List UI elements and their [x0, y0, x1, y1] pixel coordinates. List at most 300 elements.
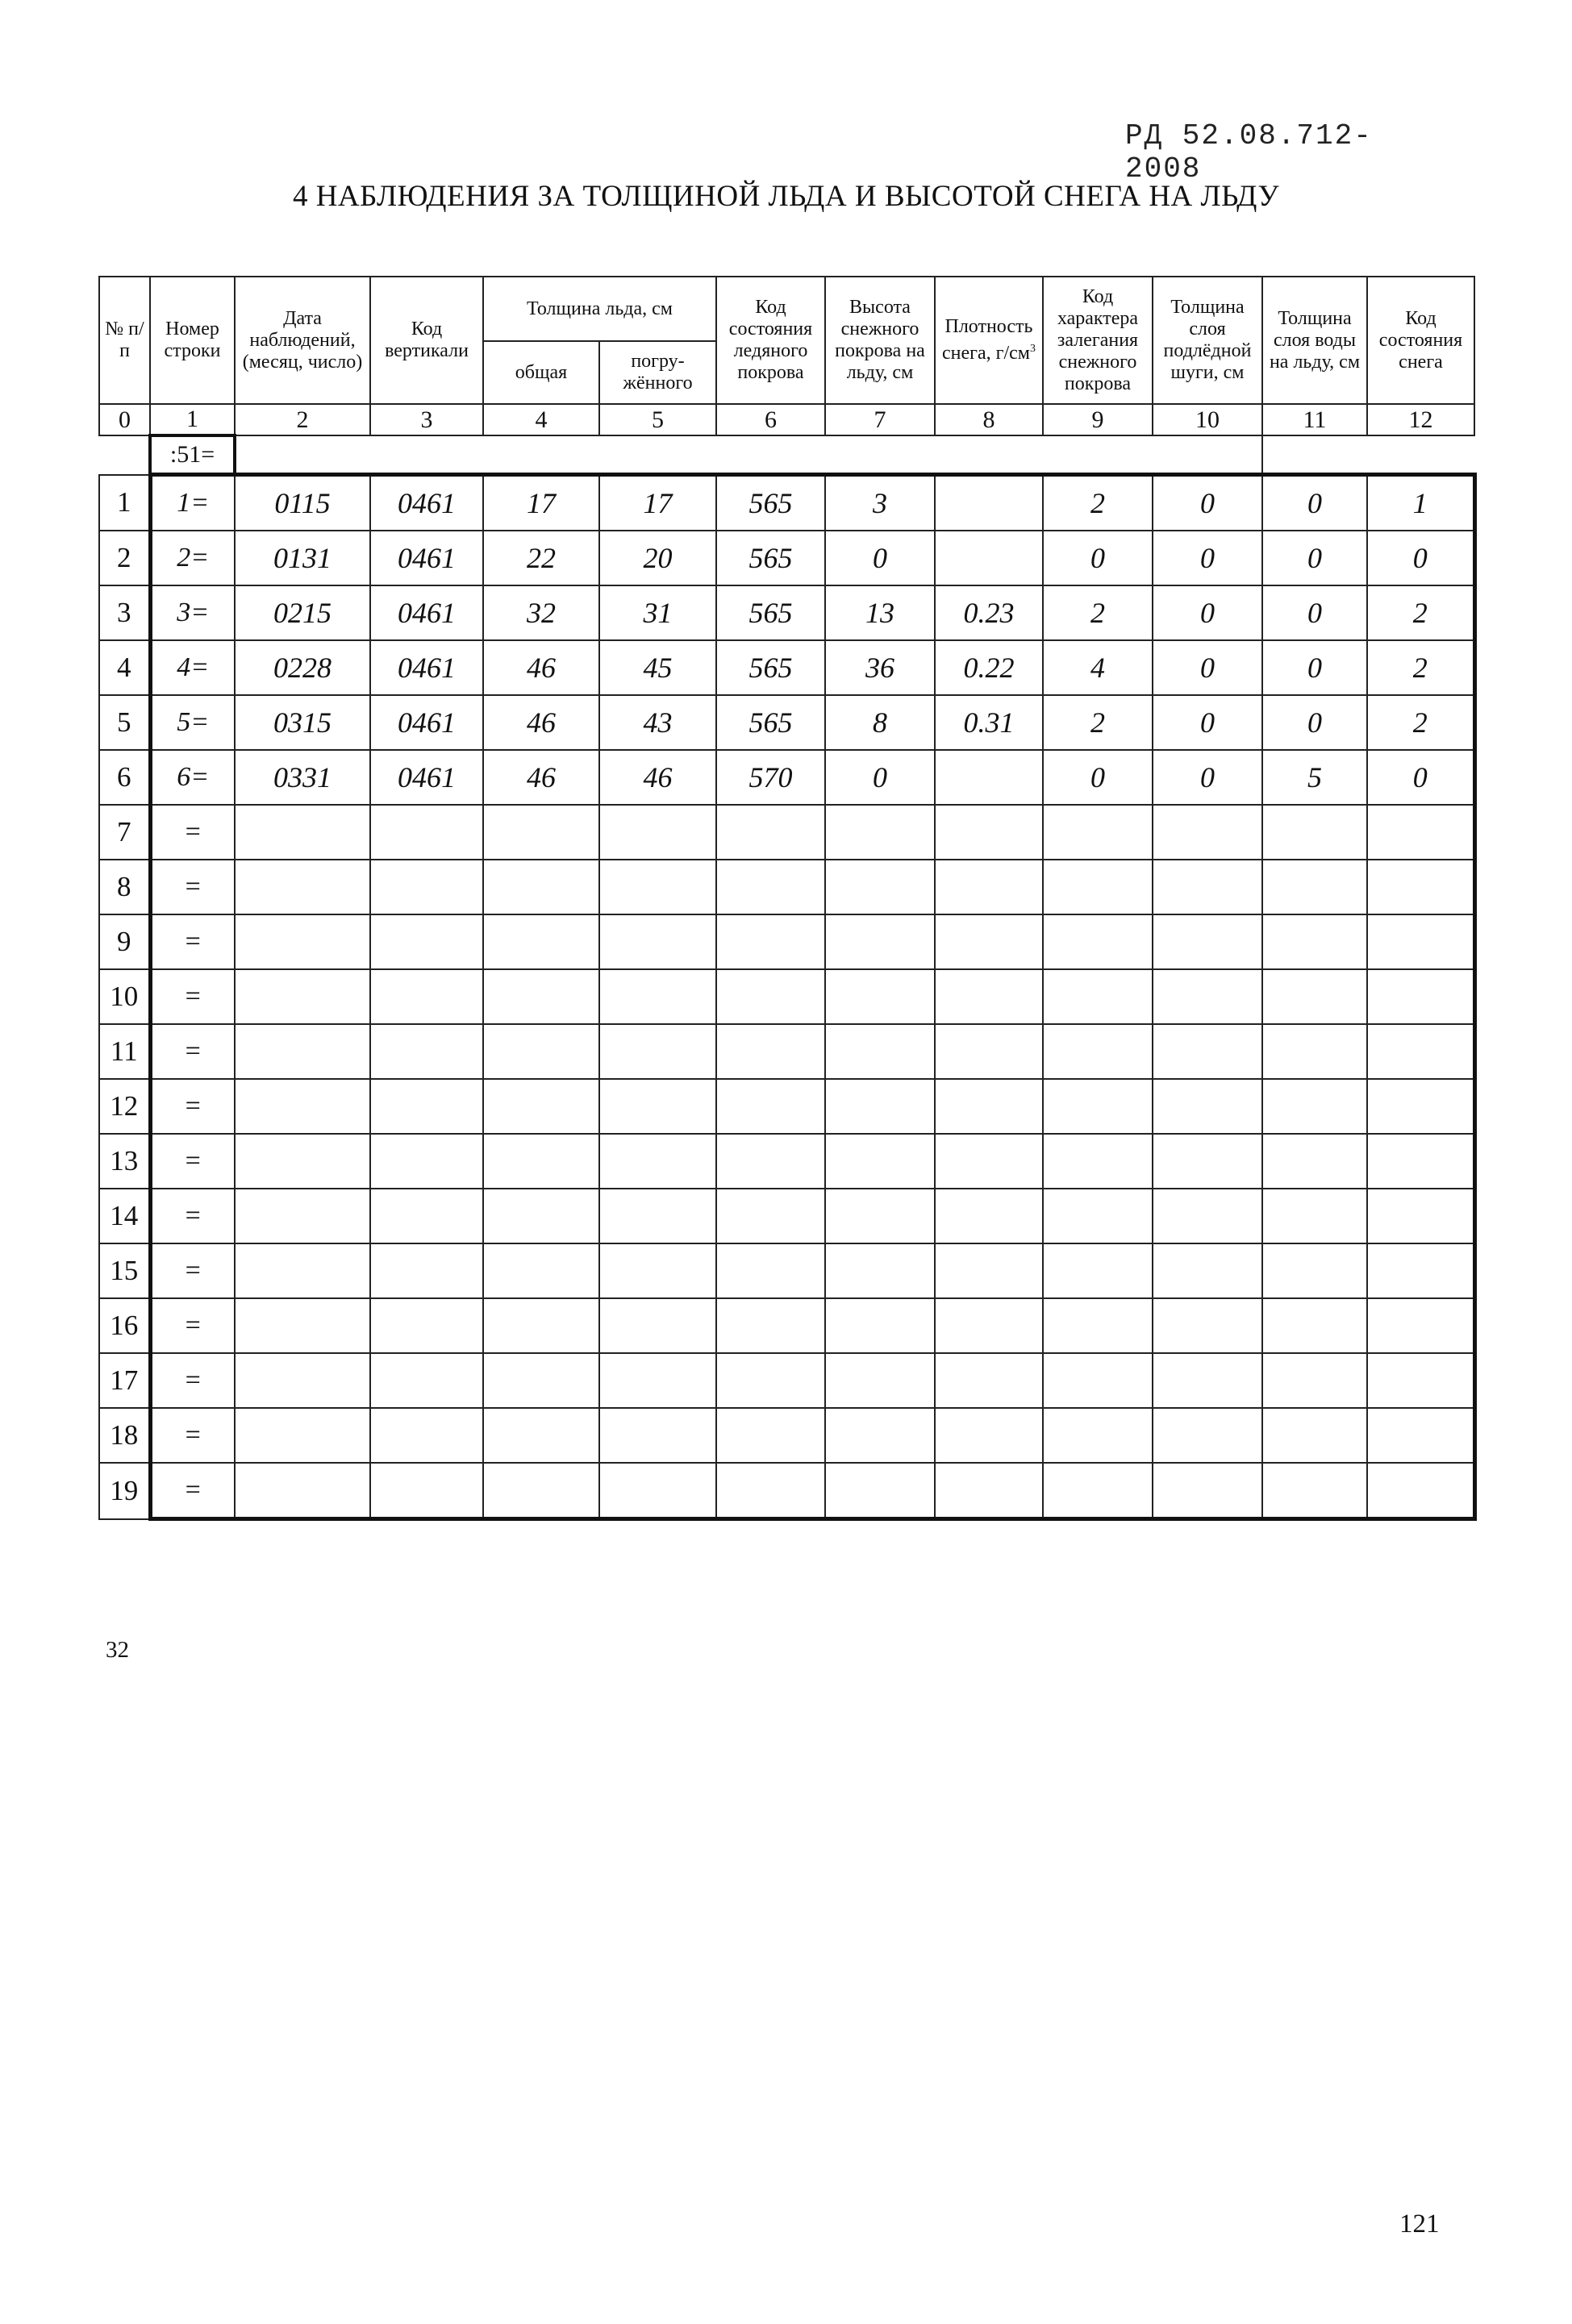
slush-thickness-cell: 0 — [1153, 640, 1262, 695]
ice-submerged-cell — [599, 1463, 716, 1519]
ice-total-cell: 32 — [483, 585, 599, 640]
header-vertical-code: Код вертикали — [370, 277, 483, 404]
snow-height-cell — [825, 1189, 935, 1243]
row-number: 16 — [99, 1298, 150, 1353]
snow-density-cell: 0.31 — [935, 695, 1043, 750]
date-cell — [235, 1353, 370, 1408]
snow-state-cell — [1367, 1353, 1474, 1408]
ice-state-code-cell — [716, 860, 825, 914]
water-thickness-cell — [1262, 914, 1367, 969]
vertical-code-cell — [370, 860, 483, 914]
slush-thickness-cell: 0 — [1153, 750, 1262, 805]
date-cell — [235, 860, 370, 914]
snow-character-cell — [1043, 1298, 1153, 1353]
ice-submerged-cell: 31 — [599, 585, 716, 640]
slush-thickness-cell — [1153, 1243, 1262, 1298]
ice-state-code-cell: 565 — [716, 695, 825, 750]
snow-character-cell: 2 — [1043, 695, 1153, 750]
line-number-cell: = — [150, 1079, 235, 1134]
snow-density-cell — [935, 1463, 1043, 1519]
snow-character-cell — [1043, 1408, 1153, 1463]
column-number: 1 — [150, 404, 235, 435]
line-number-cell: = — [150, 1408, 235, 1463]
water-thickness-cell — [1262, 1134, 1367, 1189]
table-row — [99, 969, 1474, 1024]
header-snow-density — [935, 277, 1043, 404]
vertical-code-cell — [370, 1243, 483, 1298]
snow-density-cell — [935, 1243, 1043, 1298]
snow-height-cell: 13 — [825, 585, 935, 640]
line-number-cell: = — [150, 1189, 235, 1243]
column-number: 8 — [935, 404, 1043, 435]
snow-state-cell: 0 — [1367, 531, 1474, 585]
row-number: 5 — [99, 695, 150, 750]
vertical-code-cell — [370, 1079, 483, 1134]
column-number: 3 — [370, 404, 483, 435]
ice-total-cell — [483, 969, 599, 1024]
line-number-cell: 6= — [150, 750, 235, 805]
slush-thickness-cell — [1153, 805, 1262, 860]
table-row — [99, 1463, 1474, 1519]
header-row-number: № п/п — [99, 277, 150, 404]
ice-total-cell — [483, 1243, 599, 1298]
ice-submerged-cell — [599, 805, 716, 860]
blank-cell — [99, 435, 150, 475]
date-cell: 0331 — [235, 750, 370, 805]
snow-character-cell — [1043, 914, 1153, 969]
data-rows — [99, 475, 1474, 1519]
snow-height-cell — [825, 1463, 935, 1519]
date-cell — [235, 1189, 370, 1243]
vertical-code-cell: 0461 — [370, 750, 483, 805]
water-thickness-cell: 0 — [1262, 531, 1367, 585]
ice-total-cell — [483, 1298, 599, 1353]
row-number: 3 — [99, 585, 150, 640]
header-line-number: Номер строки — [150, 277, 235, 404]
snow-height-cell — [825, 1298, 935, 1353]
snow-density-cell — [935, 1353, 1043, 1408]
snow-height-cell — [825, 1134, 935, 1189]
table-row — [99, 1134, 1474, 1189]
snow-state-cell — [1367, 805, 1474, 860]
snow-height-cell — [825, 1408, 935, 1463]
line-number-cell: = — [150, 1463, 235, 1519]
ice-total-cell — [483, 1079, 599, 1134]
date-cell — [235, 1079, 370, 1134]
snow-state-cell — [1367, 914, 1474, 969]
section-code-row — [99, 435, 1474, 475]
water-thickness-cell: 0 — [1262, 585, 1367, 640]
document-code: РД 52.08.712-2008 — [1125, 119, 1373, 185]
snow-character-cell — [1043, 805, 1153, 860]
snow-density-cell — [935, 1408, 1043, 1463]
snow-character-cell: 0 — [1043, 531, 1153, 585]
snow-state-cell: 0 — [1367, 750, 1474, 805]
table-row — [99, 695, 1474, 750]
ice-submerged-cell — [599, 1079, 716, 1134]
snow-character-cell: 2 — [1043, 475, 1153, 531]
ice-state-code-cell — [716, 1079, 825, 1134]
snow-state-cell — [1367, 1408, 1474, 1463]
snow-state-cell — [1367, 1079, 1474, 1134]
snow-state-cell: 2 — [1367, 640, 1474, 695]
snow-density-cell — [935, 860, 1043, 914]
date-cell — [235, 1463, 370, 1519]
ice-state-code-cell: 565 — [716, 585, 825, 640]
vertical-code-cell: 0461 — [370, 531, 483, 585]
table-row — [99, 531, 1474, 585]
ice-submerged-cell — [599, 1298, 716, 1353]
water-thickness-cell — [1262, 1463, 1367, 1519]
line-number-cell: = — [150, 860, 235, 914]
line-number-cell: 4= — [150, 640, 235, 695]
ice-submerged-cell — [599, 1189, 716, 1243]
snow-state-cell: 2 — [1367, 695, 1474, 750]
header-ice-total: общая — [483, 341, 599, 404]
header-snow-density-label: Плотность снега, г/см — [942, 316, 1033, 364]
date-cell — [235, 1134, 370, 1189]
vertical-code-cell — [370, 1463, 483, 1519]
row-number: 8 — [99, 860, 150, 914]
snow-character-cell — [1043, 1353, 1153, 1408]
date-cell: 0228 — [235, 640, 370, 695]
snow-state-cell — [1367, 1189, 1474, 1243]
ice-total-cell — [483, 1463, 599, 1519]
ice-total-cell: 46 — [483, 695, 599, 750]
snow-density-cell — [935, 531, 1043, 585]
slush-thickness-cell: 0 — [1153, 531, 1262, 585]
slush-thickness-cell — [1153, 1408, 1262, 1463]
vertical-code-cell — [370, 1134, 483, 1189]
vertical-code-cell — [370, 1353, 483, 1408]
snow-character-cell — [1043, 1134, 1153, 1189]
ice-state-code-cell — [716, 805, 825, 860]
vertical-code-cell: 0461 — [370, 640, 483, 695]
vertical-code-cell — [370, 1298, 483, 1353]
table-row — [99, 585, 1474, 640]
table-row — [99, 1298, 1474, 1353]
snow-character-cell — [1043, 1189, 1153, 1243]
snow-character-cell — [1043, 1024, 1153, 1079]
ice-total-cell — [483, 860, 599, 914]
ice-state-code-cell: 570 — [716, 750, 825, 805]
slush-thickness-cell: 0 — [1153, 585, 1262, 640]
ice-state-code-cell — [716, 1353, 825, 1408]
snow-density-cell — [935, 1134, 1043, 1189]
date-cell — [235, 1243, 370, 1298]
ice-submerged-cell — [599, 1408, 716, 1463]
column-number: 4 — [483, 404, 599, 435]
slush-thickness-cell — [1153, 914, 1262, 969]
snow-density-cell — [935, 750, 1043, 805]
line-number-cell: = — [150, 805, 235, 860]
slush-thickness-cell — [1153, 860, 1262, 914]
snow-height-cell: 8 — [825, 695, 935, 750]
snow-character-cell — [1043, 1079, 1153, 1134]
snow-height-cell — [825, 969, 935, 1024]
date-cell: 0131 — [235, 531, 370, 585]
slush-thickness-cell — [1153, 1134, 1262, 1189]
line-number-cell: = — [150, 1024, 235, 1079]
row-number: 6 — [99, 750, 150, 805]
slush-thickness-cell — [1153, 1024, 1262, 1079]
ice-state-code-cell — [716, 1408, 825, 1463]
column-number: 5 — [599, 404, 716, 435]
vertical-code-cell — [370, 914, 483, 969]
slush-thickness-cell — [1153, 1463, 1262, 1519]
table-row — [99, 1079, 1474, 1134]
snow-height-cell — [825, 1024, 935, 1079]
water-thickness-cell: 0 — [1262, 695, 1367, 750]
ice-total-cell — [483, 1134, 599, 1189]
page-number-left: 32 — [106, 1637, 129, 1663]
line-number-cell: 3= — [150, 585, 235, 640]
header-ice-thickness-group: Толщина льда, см — [483, 277, 716, 341]
ice-total-cell — [483, 1353, 599, 1408]
ice-state-code-cell: 565 — [716, 531, 825, 585]
ice-state-code-cell: 565 — [716, 475, 825, 531]
table-row — [99, 475, 1474, 531]
row-number: 12 — [99, 1079, 150, 1134]
ice-state-code-cell — [716, 1024, 825, 1079]
ice-submerged-cell: 46 — [599, 750, 716, 805]
row-number: 11 — [99, 1024, 150, 1079]
slush-thickness-cell — [1153, 969, 1262, 1024]
line-number-cell: = — [150, 914, 235, 969]
water-thickness-cell — [1262, 1298, 1367, 1353]
snow-density-cell — [935, 475, 1043, 531]
water-thickness-cell — [1262, 1079, 1367, 1134]
ice-total-cell: 22 — [483, 531, 599, 585]
column-number: 12 — [1367, 404, 1474, 435]
date-cell: 0215 — [235, 585, 370, 640]
snow-state-cell — [1367, 1243, 1474, 1298]
ice-state-code-cell — [716, 969, 825, 1024]
ice-total-cell — [483, 1408, 599, 1463]
snow-character-cell — [1043, 1243, 1153, 1298]
snow-density-cell — [935, 1189, 1043, 1243]
column-number: 9 — [1043, 404, 1153, 435]
snow-state-cell — [1367, 969, 1474, 1024]
table-row — [99, 640, 1474, 695]
blank-cell — [1262, 435, 1474, 475]
ice-total-cell: 17 — [483, 475, 599, 531]
snow-height-cell — [825, 1353, 935, 1408]
table-row — [99, 1189, 1474, 1243]
row-number: 9 — [99, 914, 150, 969]
snow-density-cell — [935, 805, 1043, 860]
row-number: 7 — [99, 805, 150, 860]
row-number: 4 — [99, 640, 150, 695]
ice-submerged-cell: 17 — [599, 475, 716, 531]
water-thickness-cell — [1262, 1189, 1367, 1243]
snow-character-cell: 0 — [1043, 750, 1153, 805]
column-number: 11 — [1262, 404, 1367, 435]
date-cell: 0115 — [235, 475, 370, 531]
table-row — [99, 1353, 1474, 1408]
snow-character-cell — [1043, 969, 1153, 1024]
snow-state-cell — [1367, 1463, 1474, 1519]
snow-height-cell: 3 — [825, 475, 935, 531]
ice-submerged-cell — [599, 914, 716, 969]
water-thickness-cell — [1262, 1408, 1367, 1463]
ice-submerged-cell — [599, 969, 716, 1024]
snow-character-cell: 4 — [1043, 640, 1153, 695]
snow-density-cell: 0.22 — [935, 640, 1043, 695]
snow-state-cell — [1367, 1024, 1474, 1079]
column-number: 0 — [99, 404, 150, 435]
row-number: 2 — [99, 531, 150, 585]
table-row — [99, 1243, 1474, 1298]
header-ice-submerged: погру-жённого — [599, 341, 716, 404]
water-thickness-cell — [1262, 969, 1367, 1024]
row-number: 13 — [99, 1134, 150, 1189]
snow-height-cell — [825, 805, 935, 860]
date-cell — [235, 1298, 370, 1353]
snow-state-cell: 2 — [1367, 585, 1474, 640]
line-number-cell: 2= — [150, 531, 235, 585]
slush-thickness-cell: 0 — [1153, 475, 1262, 531]
ice-state-code-cell — [716, 1134, 825, 1189]
column-number-row — [99, 404, 1474, 435]
ice-state-code-cell — [716, 1463, 825, 1519]
water-thickness-cell — [1262, 860, 1367, 914]
date-cell — [235, 1024, 370, 1079]
table-row — [99, 805, 1474, 860]
water-thickness-cell — [1262, 1353, 1367, 1408]
snow-density-cell — [935, 914, 1043, 969]
water-thickness-cell — [1262, 805, 1367, 860]
water-thickness-cell: 5 — [1262, 750, 1367, 805]
vertical-code-cell: 0461 — [370, 695, 483, 750]
vertical-code-cell — [370, 1189, 483, 1243]
line-number-cell: 1= — [150, 475, 235, 531]
date-cell — [235, 914, 370, 969]
header-snow-density-sup: 3 — [1030, 343, 1036, 355]
snow-density-cell — [935, 1298, 1043, 1353]
header-water-thickness: Толщина слоя воды на льду, см — [1262, 277, 1367, 404]
snow-height-cell — [825, 860, 935, 914]
header-observation-date: Дата наблюдений, (месяц, число) — [235, 277, 370, 404]
header-ice-state-code: Код состояния ледяного покрова — [716, 277, 825, 404]
snow-state-cell: 1 — [1367, 475, 1474, 531]
row-number: 1 — [99, 475, 150, 531]
ice-state-code-cell — [716, 1189, 825, 1243]
slush-thickness-cell — [1153, 1189, 1262, 1243]
table-row — [99, 860, 1474, 914]
ice-submerged-cell — [599, 860, 716, 914]
snow-state-cell — [1367, 860, 1474, 914]
ice-total-cell — [483, 1189, 599, 1243]
line-number-cell: = — [150, 1298, 235, 1353]
snow-height-cell: 0 — [825, 750, 935, 805]
ice-submerged-cell — [599, 1134, 716, 1189]
header-slush-thickness: Толщина слоя подлёдной шуги, см — [1153, 277, 1262, 404]
vertical-code-cell — [370, 805, 483, 860]
ice-state-code-cell — [716, 1243, 825, 1298]
snow-state-cell — [1367, 1298, 1474, 1353]
page-number-right: 121 — [1399, 2209, 1440, 2239]
snow-height-cell — [825, 1079, 935, 1134]
ice-submerged-cell: 20 — [599, 531, 716, 585]
row-number: 15 — [99, 1243, 150, 1298]
section-heading: 4 НАБЛЮДЕНИЯ ЗА ТОЛЩИНОЙ ЛЬДА И ВЫСОТОЙ СНЕГА НА ЛЬДУ — [292, 180, 1280, 213]
row-number: 18 — [99, 1408, 150, 1463]
snow-density-cell — [935, 1079, 1043, 1134]
snow-density-cell — [935, 969, 1043, 1024]
vertical-code-cell — [370, 1408, 483, 1463]
table-row — [99, 1408, 1474, 1463]
line-number-cell: 5= — [150, 695, 235, 750]
ice-total-cell — [483, 1024, 599, 1079]
column-number: 10 — [1153, 404, 1262, 435]
ice-submerged-cell: 45 — [599, 640, 716, 695]
snow-character-cell — [1043, 1463, 1153, 1519]
line-number-cell: = — [150, 969, 235, 1024]
line-number-cell: = — [150, 1243, 235, 1298]
ice-submerged-cell — [599, 1353, 716, 1408]
header-snow-character-code: Код характера залегания снежного покрова — [1043, 277, 1153, 404]
slush-thickness-cell — [1153, 1353, 1262, 1408]
date-cell — [235, 1408, 370, 1463]
ice-state-code-cell — [716, 1298, 825, 1353]
vertical-code-cell: 0461 — [370, 585, 483, 640]
ice-total-cell — [483, 914, 599, 969]
slush-thickness-cell: 0 — [1153, 695, 1262, 750]
line-number-cell: = — [150, 1353, 235, 1408]
section-code: :51= — [150, 435, 235, 475]
header-snow-state-code: Код состояния снега — [1367, 277, 1474, 404]
date-cell — [235, 805, 370, 860]
ice-total-cell: 46 — [483, 640, 599, 695]
snow-height-cell — [825, 1243, 935, 1298]
row-number: 10 — [99, 969, 150, 1024]
water-thickness-cell — [1262, 1024, 1367, 1079]
ice-total-cell: 46 — [483, 750, 599, 805]
ice-state-code-cell: 565 — [716, 640, 825, 695]
vertical-code-cell — [370, 969, 483, 1024]
ice-observation-table — [98, 276, 1477, 1521]
snow-height-cell: 0 — [825, 531, 935, 585]
slush-thickness-cell — [1153, 1298, 1262, 1353]
table-row — [99, 750, 1474, 805]
row-number: 14 — [99, 1189, 150, 1243]
vertical-code-cell — [370, 1024, 483, 1079]
snow-density-cell: 0.23 — [935, 585, 1043, 640]
line-number-cell: = — [150, 1134, 235, 1189]
water-thickness-cell: 0 — [1262, 640, 1367, 695]
water-thickness-cell: 0 — [1262, 475, 1367, 531]
table-row — [99, 914, 1474, 969]
snow-height-cell: 36 — [825, 640, 935, 695]
snow-state-cell — [1367, 1134, 1474, 1189]
vertical-code-cell: 0461 — [370, 475, 483, 531]
ice-total-cell — [483, 805, 599, 860]
column-number: 6 — [716, 404, 825, 435]
ice-submerged-cell: 43 — [599, 695, 716, 750]
snow-character-cell — [1043, 860, 1153, 914]
date-cell — [235, 969, 370, 1024]
snow-height-cell — [825, 914, 935, 969]
table-row — [99, 1024, 1474, 1079]
column-number: 7 — [825, 404, 935, 435]
blank-cell — [235, 435, 1262, 475]
slush-thickness-cell — [1153, 1079, 1262, 1134]
ice-submerged-cell — [599, 1024, 716, 1079]
water-thickness-cell — [1262, 1243, 1367, 1298]
row-number: 19 — [99, 1463, 150, 1519]
ice-submerged-cell — [599, 1243, 716, 1298]
